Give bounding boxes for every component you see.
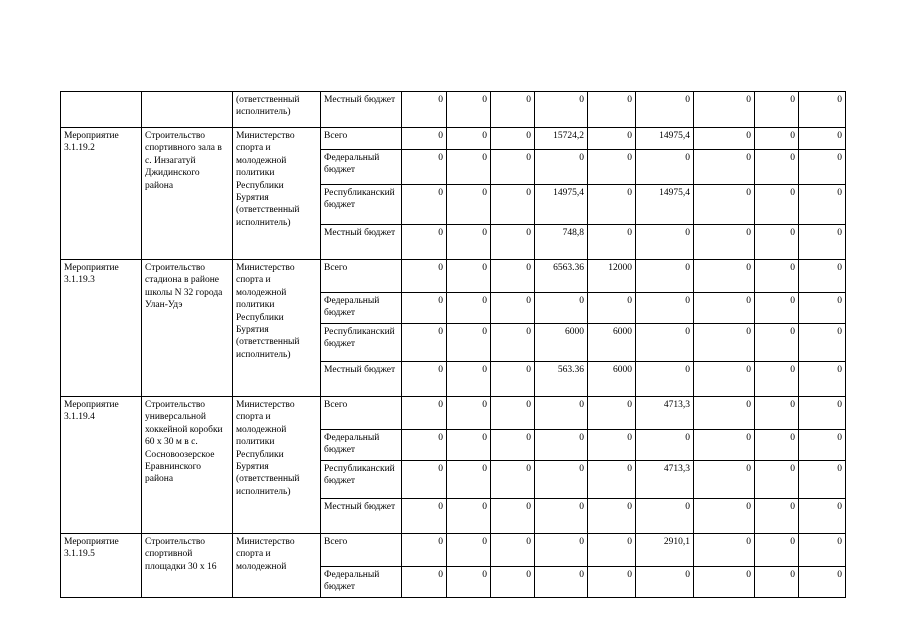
value-cell: 0 <box>588 293 636 324</box>
value-cell: 6000 <box>535 324 588 362</box>
table-row <box>61 260 846 293</box>
value-cell: 0 <box>447 324 491 362</box>
funding-source-cell: Местный бюджет <box>321 499 402 534</box>
value-cell: 14975,4 <box>535 185 588 225</box>
executor-cell: Министерство спорта и молодежной <box>233 534 321 598</box>
value-cell: 0 <box>535 397 588 430</box>
value-cell: 0 <box>447 430 491 461</box>
value-cell: 6000 <box>588 362 636 397</box>
value-cell: 0 <box>491 362 535 397</box>
value-cell: 0 <box>636 362 694 397</box>
value-cell: 0 <box>799 499 846 534</box>
value-cell: 0 <box>755 567 799 598</box>
value-cell: 0 <box>402 260 447 293</box>
value-cell: 0 <box>402 499 447 534</box>
value-cell: 0 <box>694 461 755 499</box>
value-cell: 0 <box>402 397 447 430</box>
value-cell: 0 <box>755 150 799 185</box>
value-cell: 0 <box>491 92 535 128</box>
executor-cell: Министерство спорта и молодежной политики Республики Бурятия (ответственный исполнитель) <box>233 397 321 534</box>
value-cell: 0 <box>755 362 799 397</box>
value-cell: 748,8 <box>535 225 588 260</box>
event-description-cell: Строительство стадиона в районе школы N 32 города Улан-Удэ <box>142 260 233 397</box>
value-cell: 0 <box>535 293 588 324</box>
executor-cell: Министерство спорта и молодежной политики Республики Бурятия (ответственный исполнитель) <box>233 260 321 397</box>
value-cell: 0 <box>447 128 491 150</box>
value-cell: 0 <box>694 567 755 598</box>
value-cell: 0 <box>491 499 535 534</box>
value-cell: 0 <box>491 461 535 499</box>
table-row <box>61 397 846 430</box>
value-cell: 0 <box>447 461 491 499</box>
value-cell: 6000 <box>588 324 636 362</box>
event-name-cell: Мероприятие 3.1.19.3 <box>61 260 142 397</box>
value-cell: 0 <box>402 362 447 397</box>
value-cell: 0 <box>636 293 694 324</box>
funding-source-cell: Всего <box>321 260 402 293</box>
value-cell: 563.36 <box>535 362 588 397</box>
value-cell: 0 <box>694 293 755 324</box>
value-cell: 0 <box>694 534 755 567</box>
value-cell: 0 <box>402 324 447 362</box>
budget-table-body <box>61 92 846 598</box>
value-cell: 0 <box>636 430 694 461</box>
value-cell: 0 <box>799 461 846 499</box>
value-cell: 0 <box>799 128 846 150</box>
value-cell: 0 <box>694 185 755 225</box>
value-cell: 0 <box>402 534 447 567</box>
event-name-cell: Мероприятие 3.1.19.2 <box>61 128 142 260</box>
value-cell: 0 <box>694 92 755 128</box>
value-cell: 0 <box>447 362 491 397</box>
value-cell: 0 <box>447 397 491 430</box>
value-cell: 2910,1 <box>636 534 694 567</box>
value-cell: 0 <box>636 92 694 128</box>
value-cell: 0 <box>447 293 491 324</box>
value-cell: 0 <box>799 534 846 567</box>
value-cell: 0 <box>588 534 636 567</box>
value-cell: 0 <box>447 567 491 598</box>
value-cell: 0 <box>535 461 588 499</box>
value-cell: 0 <box>636 150 694 185</box>
value-cell: 12000 <box>588 260 636 293</box>
value-cell: 0 <box>491 128 535 150</box>
value-cell: 0 <box>636 499 694 534</box>
value-cell: 0 <box>491 225 535 260</box>
value-cell: 0 <box>535 534 588 567</box>
value-cell: 0 <box>491 567 535 598</box>
value-cell: 0 <box>588 461 636 499</box>
table-row <box>61 128 846 150</box>
value-cell: 0 <box>755 499 799 534</box>
value-cell: 0 <box>694 128 755 150</box>
executor-cell: Министерство спорта и молодежной политики Республики Бурятия (ответственный исполнитель) <box>233 128 321 260</box>
event-description-cell <box>142 92 233 128</box>
event-description-cell: Строительство спортивного зала в с. Инзагатуй Джидинского района <box>142 128 233 260</box>
value-cell: 0 <box>588 128 636 150</box>
value-cell: 0 <box>799 567 846 598</box>
value-cell: 14975,4 <box>636 185 694 225</box>
value-cell: 0 <box>799 362 846 397</box>
value-cell: 0 <box>491 150 535 185</box>
value-cell: 0 <box>755 185 799 225</box>
value-cell: 0 <box>694 260 755 293</box>
value-cell: 0 <box>447 150 491 185</box>
value-cell: 0 <box>588 185 636 225</box>
value-cell: 0 <box>694 150 755 185</box>
funding-source-cell: Республиканский бюджет <box>321 324 402 362</box>
value-cell: 0 <box>402 128 447 150</box>
value-cell: 4713,3 <box>636 397 694 430</box>
value-cell: 0 <box>491 430 535 461</box>
value-cell: 0 <box>588 150 636 185</box>
value-cell: 0 <box>447 534 491 567</box>
funding-source-cell: Республиканский бюджет <box>321 461 402 499</box>
value-cell: 0 <box>402 461 447 499</box>
value-cell: 0 <box>447 499 491 534</box>
value-cell: 0 <box>799 150 846 185</box>
value-cell: 0 <box>755 534 799 567</box>
value-cell: 0 <box>755 461 799 499</box>
value-cell: 0 <box>799 324 846 362</box>
value-cell: 0 <box>755 260 799 293</box>
value-cell: 14975,4 <box>636 128 694 150</box>
value-cell: 0 <box>755 225 799 260</box>
value-cell: 0 <box>799 185 846 225</box>
funding-source-cell: Федеральный бюджет <box>321 293 402 324</box>
value-cell: 0 <box>694 430 755 461</box>
event-name-cell: Мероприятие 3.1.19.4 <box>61 397 142 534</box>
value-cell: 0 <box>588 430 636 461</box>
funding-source-cell: Республиканский бюджет <box>321 185 402 225</box>
value-cell: 0 <box>636 567 694 598</box>
value-cell: 0 <box>535 150 588 185</box>
value-cell: 0 <box>755 128 799 150</box>
value-cell: 0 <box>694 397 755 430</box>
value-cell: 0 <box>402 293 447 324</box>
funding-source-cell: Местный бюджет <box>321 362 402 397</box>
value-cell: 0 <box>755 324 799 362</box>
value-cell: 0 <box>694 225 755 260</box>
value-cell: 0 <box>588 92 636 128</box>
value-cell: 0 <box>402 185 447 225</box>
value-cell: 0 <box>535 430 588 461</box>
value-cell: 0 <box>799 92 846 128</box>
value-cell: 0 <box>402 92 447 128</box>
value-cell: 0 <box>799 293 846 324</box>
value-cell: 0 <box>491 185 535 225</box>
value-cell: 0 <box>588 567 636 598</box>
value-cell: 0 <box>588 397 636 430</box>
value-cell: 15724,2 <box>535 128 588 150</box>
value-cell: 0 <box>447 260 491 293</box>
value-cell: 4713,3 <box>636 461 694 499</box>
value-cell: 6563.36 <box>535 260 588 293</box>
value-cell: 0 <box>694 324 755 362</box>
value-cell: 0 <box>799 225 846 260</box>
value-cell: 0 <box>588 225 636 260</box>
event-description-cell: Строительство спортивной площадки 30 x 16 <box>142 534 233 598</box>
funding-source-cell: Местный бюджет <box>321 92 402 128</box>
value-cell: 0 <box>755 397 799 430</box>
value-cell: 0 <box>447 225 491 260</box>
value-cell: 0 <box>799 397 846 430</box>
value-cell: 0 <box>799 430 846 461</box>
value-cell: 0 <box>402 150 447 185</box>
value-cell: 0 <box>402 430 447 461</box>
budget-table <box>60 91 846 598</box>
funding-source-cell: Местный бюджет <box>321 225 402 260</box>
value-cell: 0 <box>447 92 491 128</box>
event-description-cell: Строительство универсальной хоккейной коробки 60 x 30 м в с. Сосновоозерское Еравнинского района <box>142 397 233 534</box>
value-cell: 0 <box>491 534 535 567</box>
value-cell: 0 <box>535 499 588 534</box>
funding-source-cell: Всего <box>321 534 402 567</box>
table-row <box>61 92 846 128</box>
value-cell: 0 <box>636 225 694 260</box>
value-cell: 0 <box>491 397 535 430</box>
funding-source-cell: Федеральный бюджет <box>321 567 402 598</box>
value-cell: 0 <box>694 499 755 534</box>
value-cell: 0 <box>636 324 694 362</box>
value-cell: 0 <box>799 260 846 293</box>
value-cell: 0 <box>491 293 535 324</box>
executor-cell: (ответственный исполнитель) <box>233 92 321 128</box>
funding-source-cell: Всего <box>321 397 402 430</box>
funding-source-cell: Всего <box>321 128 402 150</box>
value-cell: 0 <box>588 499 636 534</box>
value-cell: 0 <box>402 225 447 260</box>
value-cell: 0 <box>402 567 447 598</box>
value-cell: 0 <box>755 92 799 128</box>
value-cell: 0 <box>636 260 694 293</box>
funding-source-cell: Федеральный бюджет <box>321 150 402 185</box>
value-cell: 0 <box>491 260 535 293</box>
value-cell: 0 <box>535 92 588 128</box>
table-row <box>61 534 846 567</box>
funding-source-cell: Федеральный бюджет <box>321 430 402 461</box>
value-cell: 0 <box>694 362 755 397</box>
event-name-cell <box>61 92 142 128</box>
value-cell: 0 <box>535 567 588 598</box>
value-cell: 0 <box>447 185 491 225</box>
event-name-cell: Мероприятие 3.1.19.5 <box>61 534 142 598</box>
value-cell: 0 <box>755 293 799 324</box>
value-cell: 0 <box>755 430 799 461</box>
value-cell: 0 <box>491 324 535 362</box>
